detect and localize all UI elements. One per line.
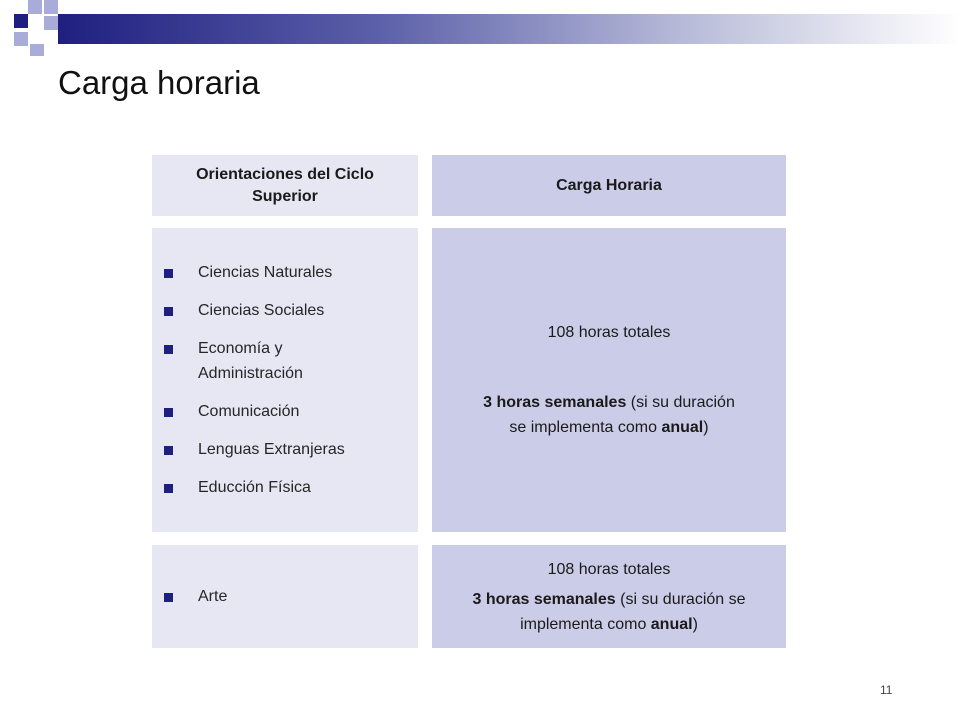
bullet-square-icon (164, 307, 173, 316)
list-item-label: Educción Física (198, 479, 311, 496)
row1-orientaciones-cell (152, 228, 418, 532)
bullet-square-icon (164, 269, 173, 278)
header-cell-carga (432, 155, 786, 216)
list-item (152, 475, 418, 500)
decor-square-light (44, 0, 58, 14)
decor-square-light (14, 32, 28, 46)
header-carga-label: Carga Horaria (556, 176, 662, 194)
list-item-label: Lenguas Extranjeras (198, 441, 345, 458)
list-item (152, 437, 418, 462)
list-item (152, 584, 418, 609)
bullet-square-icon (164, 408, 173, 417)
row2-orientaciones-cell (152, 545, 418, 648)
header-orientaciones-label: Orientaciones del Ciclo Superior (196, 165, 374, 205)
row1-orientaciones-list (152, 260, 418, 500)
list-item (152, 298, 418, 323)
list-item-label: Arte (198, 588, 228, 605)
row1-annual: anual (661, 419, 704, 436)
decor-square-light (28, 0, 42, 14)
bullet-square-icon (164, 484, 173, 493)
list-item-label: Ciencias Sociales (198, 302, 325, 319)
row2-total-hours: 108 horas totales (547, 560, 671, 578)
row2-weekly-bold: 3 horas semanales (472, 590, 616, 608)
decor-square-light (30, 44, 44, 56)
page-number: 11 (880, 683, 893, 697)
list-item-label: Economía y Administración (198, 340, 303, 382)
list-item (152, 336, 418, 386)
row1-weekly-rest-1: (si su duración (626, 394, 735, 411)
row2-annual: anual (650, 615, 693, 633)
slide-title: Carga horaria (58, 64, 260, 101)
row1-closing: ) (703, 419, 709, 436)
row1-weekly-hours (483, 390, 735, 440)
list-item-label: Comunicación (198, 403, 300, 420)
list-item (152, 260, 418, 285)
list-item-label: Ciencias Naturales (198, 264, 333, 281)
decor-square-light (44, 16, 58, 30)
list-item (152, 399, 418, 424)
row2-carga-cell (432, 545, 786, 648)
bullet-square-icon (164, 593, 173, 602)
row2-weekly-rest-2: implementa como (520, 615, 651, 633)
row1-total-hours: 108 horas totales (547, 324, 671, 341)
row1-carga-cell (432, 228, 786, 532)
row1-weekly-bold: 3 horas semanales (483, 394, 627, 411)
row2-weekly-hours (472, 587, 745, 637)
row1-weekly-rest-2: se implementa como (509, 419, 662, 436)
decor-square-dark (14, 14, 28, 28)
bullet-square-icon (164, 345, 173, 354)
row2-orientaciones-list (152, 584, 418, 609)
row2-closing: ) (692, 615, 698, 633)
row2-weekly-rest-1: (si su duración se (615, 590, 746, 608)
header-gradient-bar (58, 14, 960, 44)
bullet-square-icon (164, 446, 173, 455)
header-cell-orientaciones (152, 155, 418, 216)
